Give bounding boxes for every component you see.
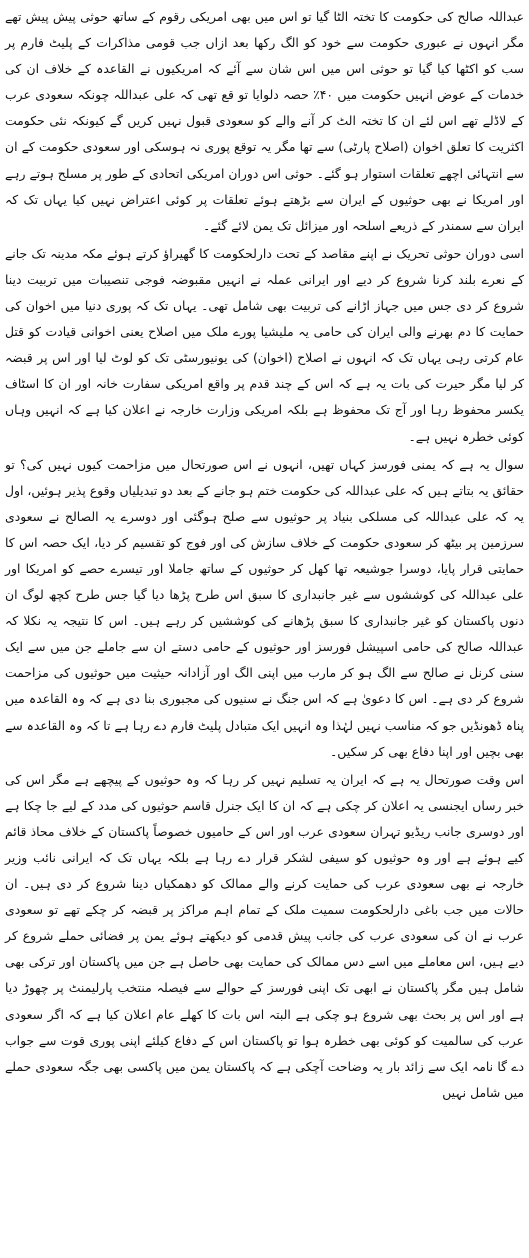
article-paragraph-4: اس وقت صورتحال یہ ہے کہ ایران یہ تسلیم نہیں کر رہا کہ وہ حوثیوں کے پیچھے ہے مگر اس کی خبر رساں ایجنسی یہ اعلان کر چکی ہے کہ ان کا ایک جنرل قاسم حوثیوں کی مدد کے لیے جا چکا ہے اور دوسری جانب ریڈیو تہران سعودی عرب اور اس کے حامیوں خصوصاً پاکستان کے خلاف محاذ قائم کیے ہوئے ہے اور وہ حوثیوں کو سیفی لشکر قرار دے رہا ہے بلکہ یہاں تک کہ ایرانی نائب وزیر خارجہ نے بھی سعودی عرب کی حمایت کرنے والے ممالک کو دھمکیاں دینا شروع کر دی ہیں۔ ان حالات میں جب باغی دارلحکومت سمیت ملک کے تمام اہم مراکز پر قبضہ کر چکے تھے تو سعودی عرب نے ان کی سعودی عرب کی جانب پیش قدمی کو دیکھتے ہوئے یمن پر فضائی حملے شروع کر دیے ہیں، اس معاملے میں اسے دس ممالک کی حمایت بھی حاصل ہے جن میں پاکستان اور ترکی بھی شامل ہیں مگر پاکستان نے ابھی تک اپنی فورسز کے حوالے سے فیصلہ منتخب پارلیمنٹ پر چھوڑ دیا ہے اور اس پر بحث بھی شروع ہو چکی ہے البتہ اس بات کا کھلے عام اعلان کیا ہے کہ اگر سعودی عرب کی سالمیت کو کوئی بھی خطرہ ہوا تو پاکستان اس کے دفاع کیلئے اپنی پوری قوت سے جواب دے گا نامہ ایک سے زائد بار یہ وضاحت آچکی ہے کہ پاکستان یمن میں پاکسی بھی جگہ سعودی حملے میں شامل نہیں [5,771,524,1100]
article-paragraph-2: اسی دوران حوثی تحریک نے اپنے مقاصد کے تحت دارلحکومت کا گھیراؤ کرتے ہوئے مکہ مدینہ تک جانے کے نعرے بلند کرنا شروع کر دیے اور ایرانی عملہ نے انہیں مقبوضہ فوجی تنصیبات میں تربیت دینا شروع کر دی جس میں جہاز اڑانے کی تربیت بھی شامل تھی۔ یہاں تک کہ پوری دنیا میں اخوان کی حمایت کا دم بھرنے والی ایران کی حامی یہ ملیشیا پورے ملک میں اصلاح یعنی اخوانی قیادت کو قتل عام کرتی رہی یہاں تک کہ انہوں نے اصلاح (اخوان) کی یونیورسٹی تک کو لوٹ لیا اور اس پر قبضہ کر لیا مگر حیرت کی بات یہ ہے کہ اس کے چند قدم پر واقع امریکی سفارت خانہ اور ان کا اسٹاف یکسر محفوظ رہا اور آج تک محفوظ ہے بلکہ امریکی وزارت خارجہ نے اعلان کیا ہے کہ انہیں وہاں کوئی خطرہ نہیں ہے۔ [5,245,524,444]
article-paragraph-3: سوال یہ ہے کہ یمنی فورسز کہاں تھیں، انہوں نے اس صورتحال میں مزاحمت کیوں نہیں کی؟ تو حقائق یہ بتاتے ہیں کہ علی عبداللہ کی حکومت ختم ہو جانے کے بعد دو تبدیلیاں وقوع پذیر ہوئیں، اول یہ کہ علی عبداللہ کی مسلکی بنیاد پر حوثیوں سے صلح ہوگئی اور دوسرے یہ الصالح نے سعودی سرزمین پر بیٹھ کر سعودی حکومت کے خلاف سازش کی اور فوج کو تقسیم کر دیا، ایک حصہ اس کا حمایتی قرار پایا، دوسرا جوشیعہ تھا کھل کر حوثیوں کے ساتھ جاملا اور تیسرے حصے کو امریکا اور علی عبداللہ کی کوششوں سے غیر جانبداری کا سبق اس طرح پڑھا دیا گیا جس طرح کچھ لوگ ان دنوں پاکستان کو غیر جانبداری کا سبق پڑھانے کی کوششیں کر رہے ہیں۔ اس کا نتیجہ یہ نکلا کہ عبداللہ صالح کی حامی اسپیشل فورسز اور حوثیوں کے حامی دستے ان سے جاملے جن میں سے ایک سنی کرنل نے صالح سے الگ ہو کر مارب میں اپنی الگ اور آزادانہ حیثیت میں حوثیوں کی مزاحمت شروع کر دی ہے۔ اس کا دعویٰ ہے کہ اس جنگ نے سنیوں کی مجبوری بنا دی ہے کہ وہ القاعدہ میں پناہ ڈھونڈیں جو کہ مناسب نہیں لہٰذا وہ انہیں ایک متبادل پلیٹ فارم دے رہا ہے تا کہ وہ القاعدہ سے بھی بچیں اور اپنا دفاع بھی کر سکیں۔ [5,456,524,759]
article-paragraph-1: عبداللہ صالح کی حکومت کا تختہ الٹا گیا تو اس میں بھی امریکی رقوم کے ساتھ حوثی پیش پیش تھے مگر انہوں نے عبوری حکومت سے خود کو الگ رکھا بعد ازاں جب قومی مذاکرات کے پلیٹ فارم پر سب کو اکٹھا کیا گیا تو حوثی اس میں اس شان سے آئے کہ امریکیوں نے القاعدہ کے خلاف ان کی خدمات کے عوض انہیں حکومت میں ۴۰٪ حصہ دلوایا تو قع تھی کہ علی عبداللہ چونکہ سعودی عرب کے لاڈلے تھے اس لئے ان کا تختہ الٹ کر آنے والے کو سعودی قبول نہیں کریں گے کیونکہ نئی حکومت اکثریت کا تعلق اخوان (اصلاح پارٹی) سے تھا مگر یہ توقع پوری نہ ہوسکی اور سعودی حکومت کے ان سے انتہائی اچھے تعلقات استوار ہو گئے۔ حوثی اس دوران امریکی اتحادی کے طور پر مسلح ہوتے رہے اور امریکا نے بھی حوثیوں کے ایران سے بڑھتے ہوئے تعلقات پر کوئی اعتراض نہیں کیا یہاں تک کہ ایران سے سمندر کے ذریعے اسلحہ اور میزائل تک یمن لائے گئے۔ [5,9,524,233]
urdu-article-body [5,4,524,1106]
